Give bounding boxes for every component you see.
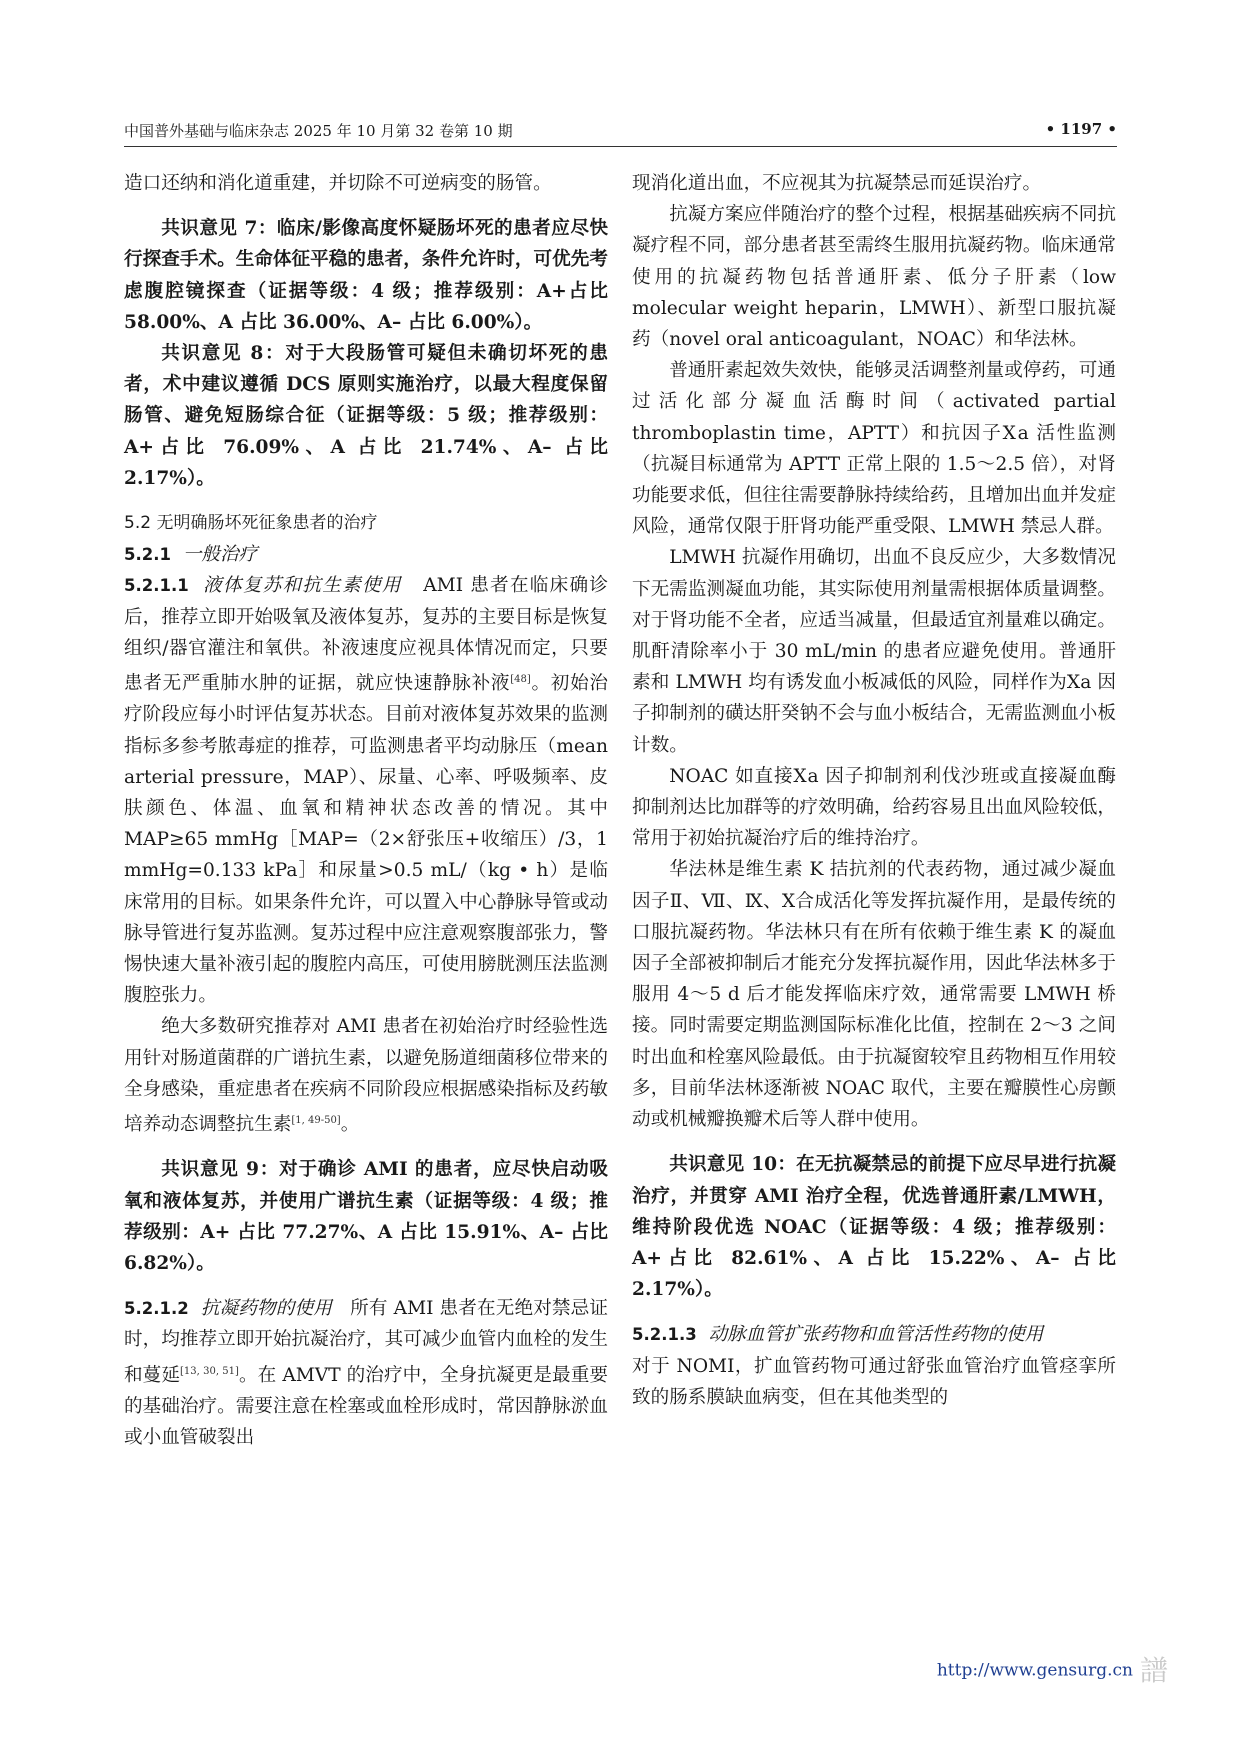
paragraph-text: 。初始治疗阶段应每小时评估复苏状态。目前对液体复苏效果的监测指标多参考脓毒症的推荐，可监测患者平均动脉压（mean arterial pressure，MAP）、尿量、心率、呼吸频率、皮肤颜色、体温、血氧和精神状态改善的情况。其中 MAP≥65 mmHg［MAP=（2×舒张压+收缩压）/3，1 mmHg=0.133 kPa］和尿量>0.5 mL/（kg • h）是临床常用的目标。如果条件允许，可以置入中心静脉导管或动脉导管进行复苏监测。复苏过程中应注意观察腹部张力，警惕快速大量补液引起的腹腔内高压，可使用膀胱测压法监测腹腔张力。 bbox=[124, 673, 608, 1007]
paragraph-text: 绝大多数研究推荐对 AMI 患者在初始治疗时经验性选用针对肠道菌群的广谱抗生素，以避免肠道细菌移位带来的全身感染，重症患者在疾病不同阶段应根据感染指标及药敏培养动态调整抗生素 bbox=[124, 1016, 608, 1136]
left-column bbox=[124, 168, 608, 1453]
section-title: 液体复苏和抗生素使用 bbox=[203, 575, 402, 597]
paragraph: 华法林是维生素 K 拮抗剂的代表药物，通过减少凝血因子Ⅱ、Ⅶ、Ⅸ、Ⅹ合成活化等发挥抗凝作用，是最传统的口服抗凝药物。华法林只有在所有依赖于维生素 K 的凝血因子全部被抑制后才能充分发挥抗凝作用，因此华法林多于服用 4～5 d 后才能发挥临床疗效，通常需要 LMWH 桥接。同时需要定期监测国际标准化比值，控制在 2～3 之间时出血和栓塞风险最低。由于抗凝窗较窄且药物相互作用较多，目前华法林逐渐被 NOAC 取代，主要在瓣膜性心房颤动或机械瓣换瓣术后等人群中使用。 bbox=[632, 859, 1116, 1131]
section-title: 抗凝药物的使用 bbox=[200, 1298, 332, 1320]
paragraph-text: 所有 AMI 患者在无绝对禁忌证时，均推荐立即开始抗凝治疗，其可减少血管内血栓的发生和蔓延 bbox=[124, 1298, 608, 1386]
section-title: 一般治疗 bbox=[182, 544, 258, 566]
citation[interactable]: [13, 30, 51] bbox=[180, 1365, 239, 1377]
journal-title: 中国普外基础与临床杂志 2025 年 10 月第 32 卷第 10 期 bbox=[124, 122, 513, 140]
paragraph: 抗凝方案应伴随治疗的整个过程，根据基础疾病不同抗凝疗程不同，部分患者甚至需终生服用抗凝药物。临床通常使用的抗凝药物包括普通肝素、低分子肝素（low molecular weight heparin，LMWH）、新型口服抗凝药（novel oral anticoagulant，NOAC）和华法林。 bbox=[632, 204, 1116, 351]
section-number: 5.2.1.3 bbox=[632, 1325, 697, 1345]
paragraph-text: 。 bbox=[340, 1114, 360, 1136]
running-header bbox=[124, 116, 1117, 147]
paragraph: 对于 NOMI，扩血管药物可通过舒张血管治疗血管痉挛所致的肠系膜缺血病变，但在其他类型的 bbox=[632, 1355, 1116, 1408]
page-number: • 1197 • bbox=[1045, 120, 1117, 138]
journal-logo-icon: 譜 bbox=[1139, 1654, 1168, 1687]
footer bbox=[937, 1654, 1169, 1688]
citation[interactable]: [1, 49-50] bbox=[291, 1115, 341, 1127]
paragraph-5-2-1-1 bbox=[124, 570, 608, 1011]
consensus-9: 共识意见 9：对于确诊 AMI 的患者，应尽快启动吸氧和液体复苏，并使用广谱抗生素（证据等级：4 级；推荐级别：A+ 占比 77.27%、A 占比 15.91%、A– 占比 6.82%）。 bbox=[124, 1159, 608, 1275]
section-number: 5.2.1.1 bbox=[124, 576, 189, 596]
paragraph-5-2-1-3 bbox=[632, 1319, 1116, 1350]
paragraph: NOAC 如直接Ⅹa 因子抑制剂利伐沙班或直接凝血酶抑制剂达比加群等的疗效明确，给药容易且出血风险较低，常用于初始抗凝治疗后的维持治疗。 bbox=[632, 765, 1116, 850]
section-number: 5.2.1.2 bbox=[124, 1299, 189, 1319]
paragraph-5-2-1-2 bbox=[124, 1293, 608, 1453]
paragraph-text: 。在 AMVT 的治疗中，全身抗凝更是最重要的基础治疗。需要注意在栓塞或血栓形成时，常因静脉淤血或小血管破裂出 bbox=[124, 1364, 608, 1449]
section-heading-5-2: 5.2 无明确肠坏死征象患者的治疗 bbox=[124, 513, 378, 534]
paragraph-text: AMI 患者在临床确诊后，推荐立即开始吸氧及液体复苏，复苏的主要目标是恢复组织/器官灌注和氧供。补液速度应视具体情况而定，只要患者无严重肺水肿的证据，就应快速静脉补液 bbox=[124, 575, 608, 695]
section-number: 5.2.1 bbox=[124, 545, 171, 565]
paragraph: 普通肝素起效失效快，能够灵活调整剂量或停药，可通过活化部分凝血活酶时间（activated partial thromboplastin time，APTT）和抗因子Ⅹa 活性监测（抗凝目标通常为 APTT 正常上限的 1.5～2.5 倍），对肾功能要求低，但往往需要静脉持续给药，且增加出血并发症风险，通常仅限于肝肾功能严重受限、LMWH 禁忌人群。 bbox=[632, 360, 1116, 538]
journal-url-link[interactable]: http://www.gensurg.cn bbox=[936, 1660, 1133, 1681]
paragraph: 造口还纳和消化道重建，并切除不可逆病变的肠管。 bbox=[124, 173, 552, 194]
consensus-7: 共识意见 7：临床/影像高度怀疑肠坏死的患者应尽快行探查手术。生命体征平稳的患者，条件允许时，可优先考虑腹腔镜探查（证据等级：4 级；推荐级别：A+占比 58.00%、A 占比 36.00%、A– 占比 6.00%）。 bbox=[124, 218, 608, 333]
section-title: 动脉血管扩张药物和血管活性药物的使用 bbox=[708, 1324, 1044, 1346]
citation[interactable]: [48] bbox=[510, 674, 531, 686]
paragraph: 现消化道出血，不应视其为抗凝禁忌而延误治疗。 bbox=[632, 173, 1042, 194]
section-heading-5-2-1 bbox=[124, 539, 608, 570]
paragraph bbox=[124, 1011, 608, 1140]
consensus-8: 共识意见 8：对于大段肠管可疑但未确切坏死的患者，术中建议遵循 DCS 原则实施治疗，以最大程度保留肠管、避免短肠综合征（证据等级：5 级；推荐级别：A+占比 76.09%、A 占比 21.74%、A– 占比 2.17%）。 bbox=[124, 343, 608, 489]
consensus-10: 共识意见 10：在无抗凝禁忌的前提下应尽早进行抗凝治疗，并贯穿 AMI 治疗全程，优选普通肝素/LMWH，维持阶段优选 NOAC（证据等级：4 级；推荐级别：A+占比 82.61%、A 占比 15.22%、A– 占比 2.17%）。 bbox=[632, 1154, 1116, 1301]
right-column bbox=[632, 168, 1116, 1413]
paragraph: LMWH 抗凝作用确切，出血不良反应少，大多数情况下无需监测凝血功能，其实际使用剂量需根据体质量调整。对于肾功能不全者，应适当减量，但最适宜剂量难以确定。肌酐清除率小于 30 mL/min 的患者应避免使用。普通肝素和 LMWH 均有诱发血小板减低的风险，同样作为Ⅹa 因子抑制剂的磺达肝癸钠不会与血小板结合，无需监测血小板计数。 bbox=[632, 547, 1116, 756]
